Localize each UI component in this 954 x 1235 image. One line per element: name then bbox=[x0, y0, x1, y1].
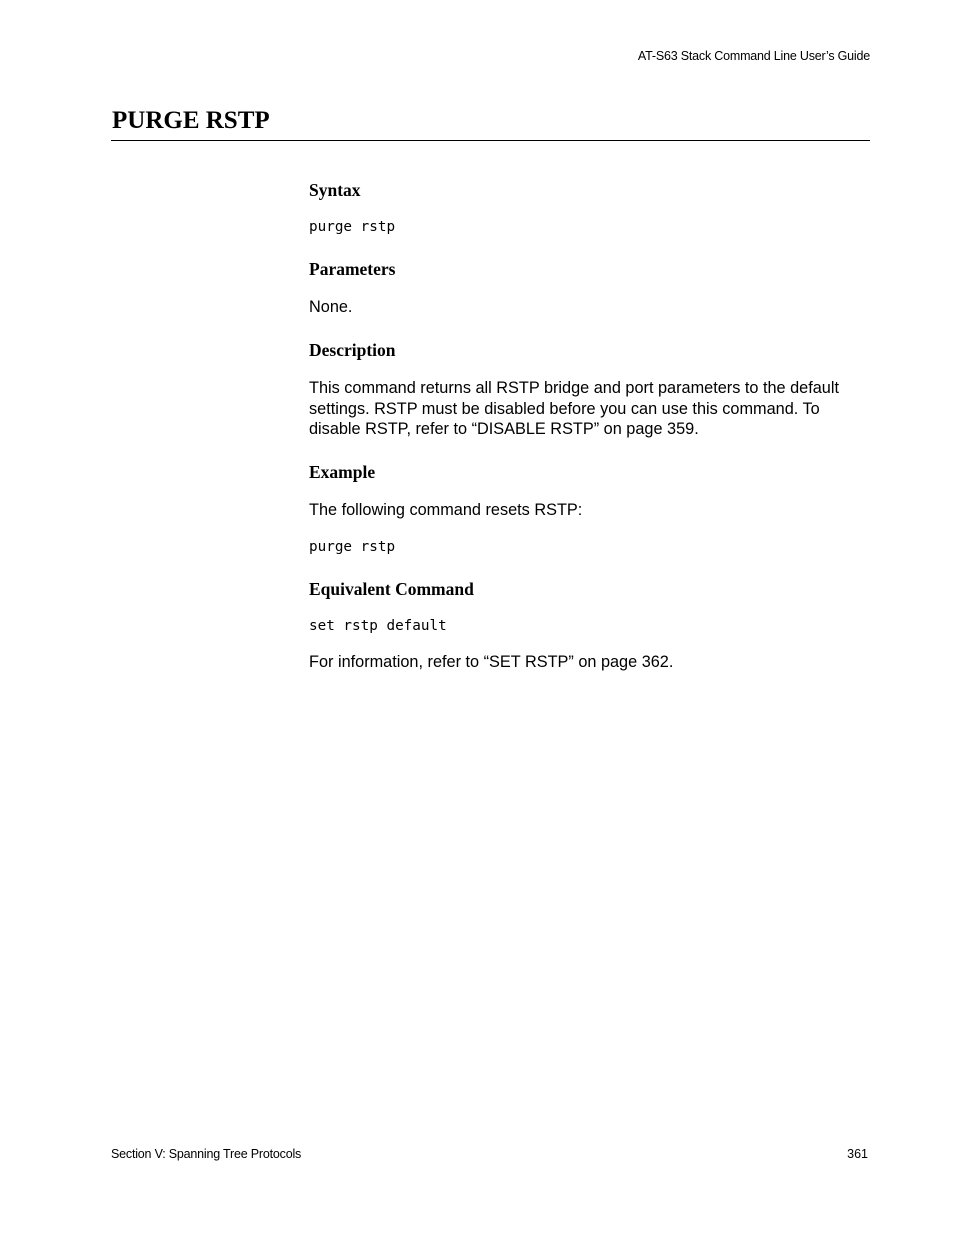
description-heading: Description bbox=[309, 340, 396, 360]
parameters-heading: Parameters bbox=[309, 259, 396, 279]
title-rule bbox=[111, 140, 870, 141]
example-code: purge rstp bbox=[309, 539, 396, 555]
syntax-heading: Syntax bbox=[309, 180, 361, 200]
example-heading: Example bbox=[309, 462, 376, 482]
description-text: This command returns all RSTP bridge and port parameters to the default settings. RSTP must be disabled before you can use this command. To disable RSTP, refer to “DISABLE RSTP” on page 359. bbox=[309, 379, 840, 438]
syntax-code: purge rstp bbox=[309, 219, 396, 235]
page-title: PURGE RSTP bbox=[112, 107, 270, 134]
example-text: The following command resets RSTP: bbox=[309, 501, 583, 519]
equivalent-command-text: For information, refer to “SET RSTP” on page 362. bbox=[309, 653, 674, 671]
equivalent-command-code: set rstp default bbox=[309, 618, 447, 634]
footer-section: Section V: Spanning Tree Protocols bbox=[111, 1147, 302, 1161]
running-header: AT-S63 Stack Command Line User’s Guide bbox=[637, 49, 870, 63]
footer-page-number: 361 bbox=[847, 1147, 868, 1161]
equivalent-command-heading: Equivalent Command bbox=[309, 579, 474, 599]
parameters-text: None. bbox=[309, 298, 353, 316]
